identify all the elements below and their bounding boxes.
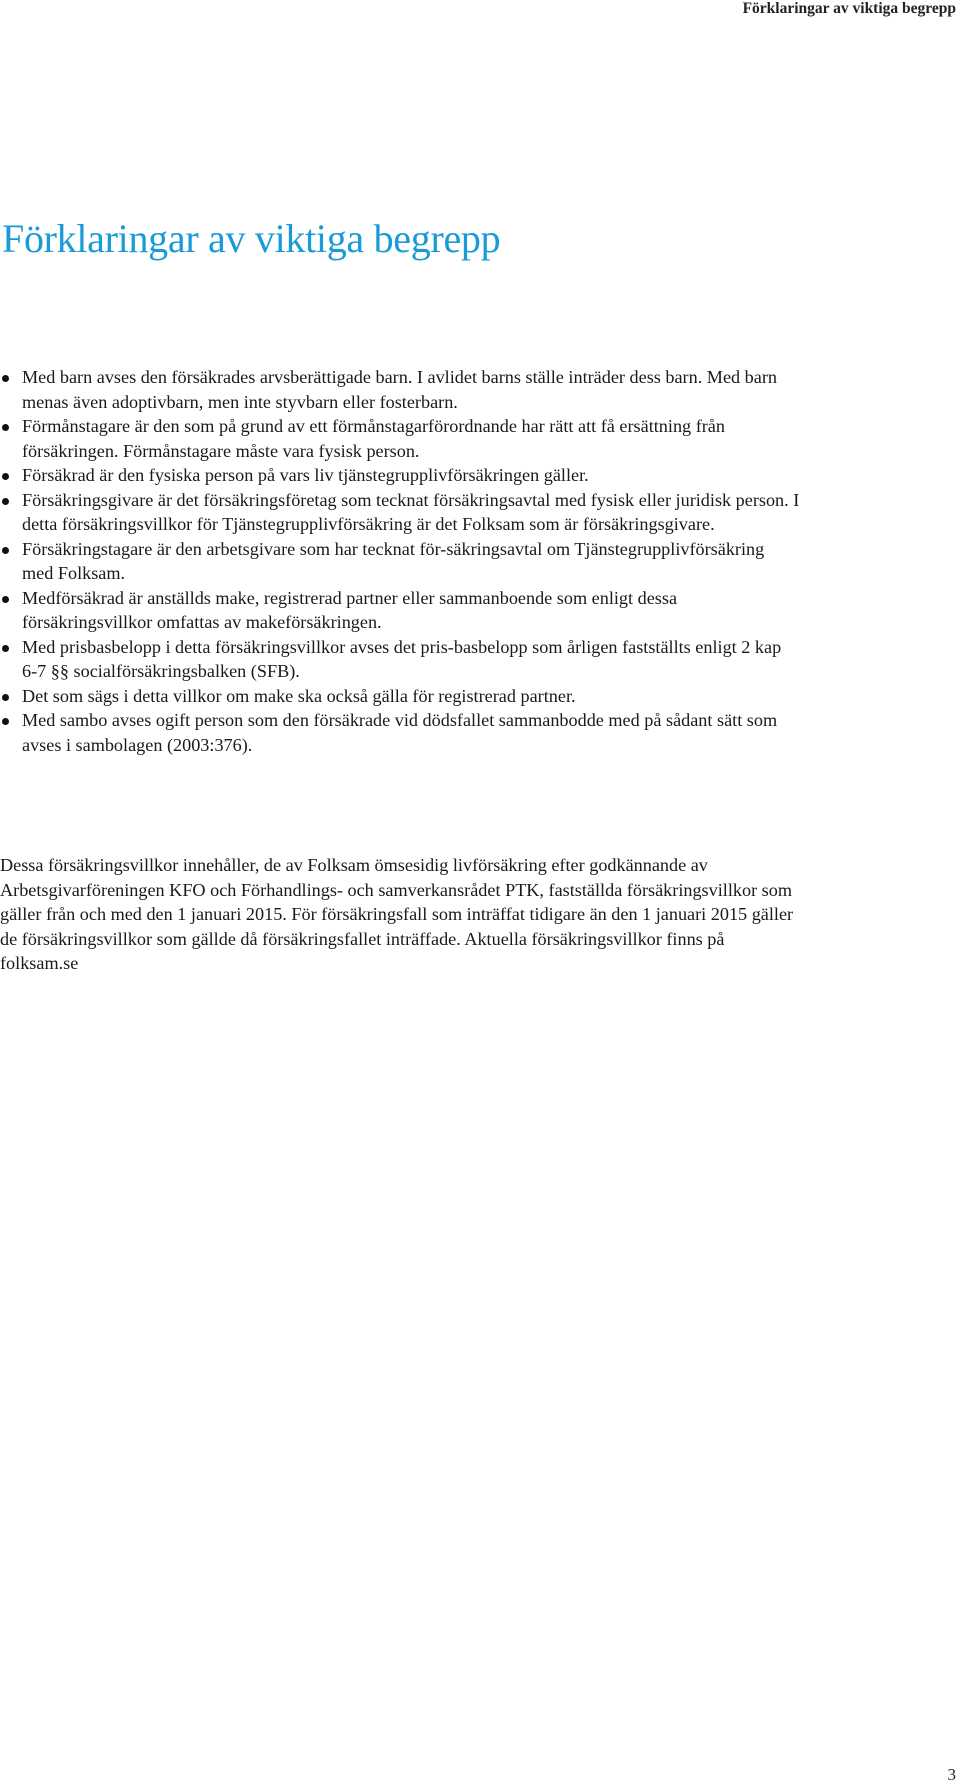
definition-text: Försäkringstagare är den arbetsgivare som har tecknat för-säkringsavtal om Tjänstegrupplivförsäkring med Folksam. xyxy=(22,538,765,583)
definition-text: Förmånstagare är den som på grund av ett förmånstagarförordnande har rätt att få ersättning från försäkringen. Förmånstagare måste vara fysisk person. xyxy=(22,416,725,461)
bullet-icon xyxy=(2,645,9,652)
definition-text: Med barn avses den försäkrades arvsberättigade barn. I avlidet barns ställe inträder dess barn. Med barn menas även adoptivbarn, men inte styvbarn eller fosterbarn. xyxy=(22,367,778,412)
bullet-icon xyxy=(2,375,9,382)
bullet-icon xyxy=(2,473,9,480)
list-item xyxy=(0,488,800,537)
list-item xyxy=(0,414,800,463)
bullet-icon xyxy=(2,498,9,505)
list-item xyxy=(0,684,800,709)
page-number: 3 xyxy=(947,1765,956,1784)
list-item xyxy=(0,537,800,586)
definition-text: Försäkrad är den fysiska person på vars liv tjänstegrupplivförsäkringen gäller. xyxy=(22,465,589,485)
definitions-list xyxy=(0,365,800,757)
bullet-icon xyxy=(2,547,9,554)
definition-text: Det som sägs i detta villkor om make ska också gälla för registrerad partner. xyxy=(22,685,576,706)
intro-paragraph: Dessa försäkringsvillkor innehåller, de av Folksam ömsesidig livförsäkring efter godkännande av Arbetsgivarföreningen KFO och Förhandlings- och samverkansrådet PTK, fastställda försäkringsvillkor som gäller från och med den 1 januari 2015. För försäkringsfall som inträffat tidigare än den 1 januari 2015 gäller de försäkringsvillkor som gällde då försäkringsfallet inträffade. Aktuella försäkringsvillkor finns på folksam.se xyxy=(0,855,794,973)
page-title: Förklaringar av viktiga begrepp xyxy=(2,216,501,261)
bullet-icon xyxy=(2,718,9,725)
definition-text: Med sambo avses ogift person som den försäkrade vid dödsfallet sammanbodde med på sådant sätt som avses i sambolagen (2003:376). xyxy=(22,710,778,755)
list-item xyxy=(0,586,800,635)
running-header: Förklaringar av viktiga begrepp xyxy=(742,0,956,17)
list-item xyxy=(0,365,800,414)
definition-text: Försäkringsgivare är det försäkringsföretag som tecknat försäkringsavtal med fysisk eller juridisk person. I detta försäkringsvillkor för Tjänstegrupplivförsäkring är det Folksam som är försäkringsgivare. xyxy=(22,489,800,534)
bullet-icon xyxy=(2,596,9,603)
list-item xyxy=(0,635,800,684)
bullet-icon xyxy=(2,424,9,431)
list-item xyxy=(0,708,800,757)
definition-text: Medförsäkrad är anställds make, registrerad partner eller sammanboende som enligt dessa försäkringsvillkor omfattas av makeförsäkringen. xyxy=(22,587,678,632)
bullet-icon xyxy=(2,694,9,701)
list-item xyxy=(0,463,800,488)
definition-text: Med prisbasbelopp i detta försäkringsvillkor avses det pris-basbelopp som årligen fastställts enligt 2 kap 6-7 §§ socialförsäkringsbalken (SFB). xyxy=(22,636,782,681)
